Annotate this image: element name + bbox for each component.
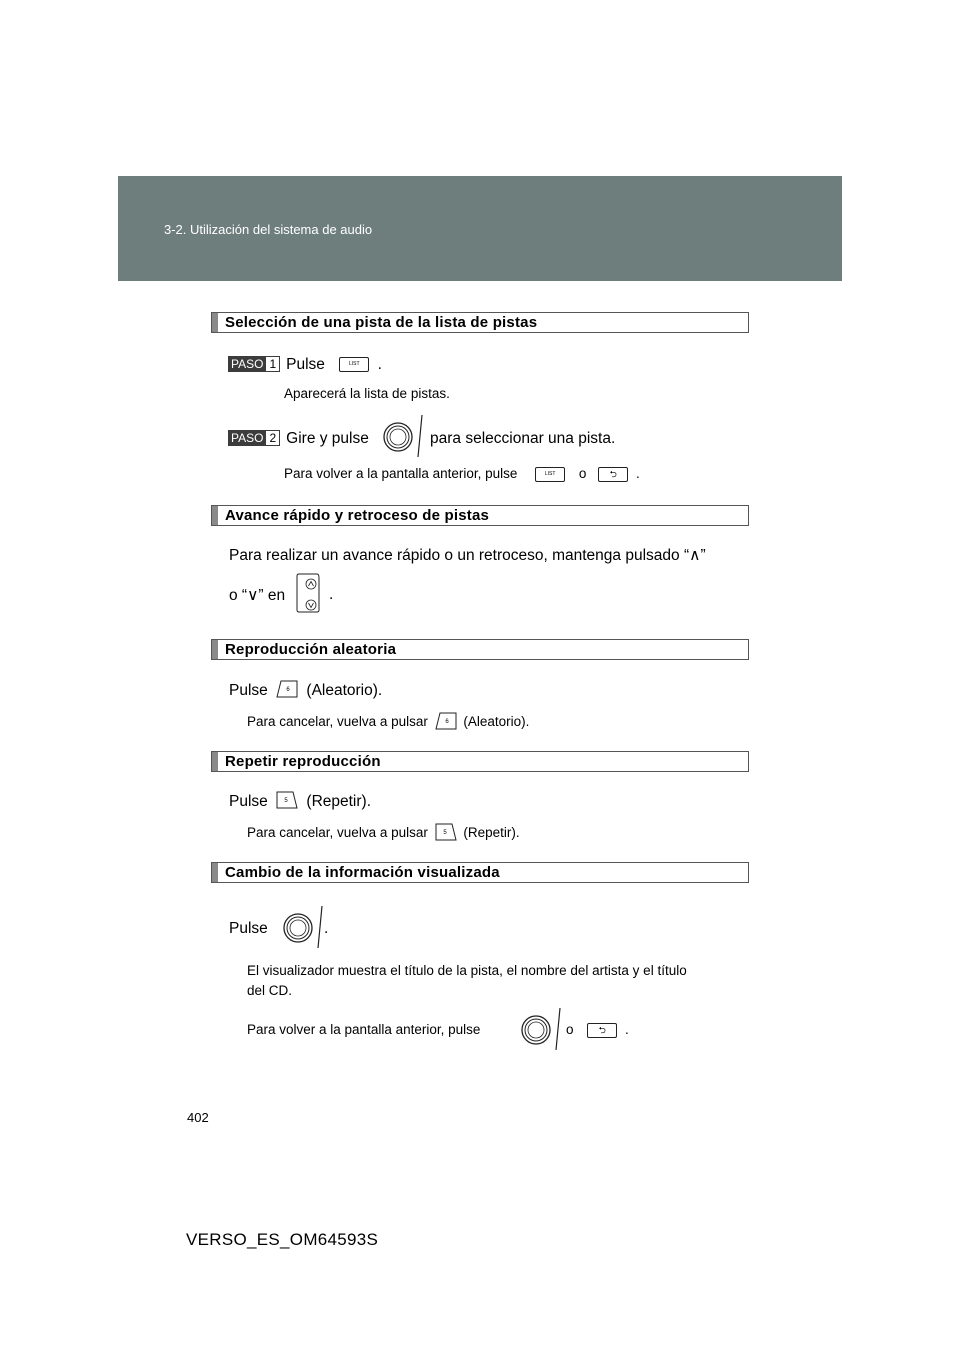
section-title-text: Avance rápido y retroceso de pistas — [225, 507, 490, 524]
section-title-fast-seek — [211, 505, 749, 526]
back-button-icon: ⮌ — [598, 467, 628, 482]
section-title-random — [211, 639, 749, 660]
step-badge: PASO 2 — [228, 430, 280, 446]
list-button-icon: LIST — [535, 467, 565, 482]
step-1-note: Aparecerá la lista de pistas. — [284, 386, 450, 401]
seek-line-2-end: . — [329, 586, 334, 603]
svg-text:5: 5 — [442, 830, 447, 836]
tune-knob-icon — [280, 904, 329, 950]
info-line-end: . — [324, 920, 329, 937]
step-2-note: Para volver a la pantalla anterior, pulse LIST o ⮌ . — [284, 466, 640, 481]
section-title-text: Repetir reproducción — [225, 753, 381, 770]
section-title-text: Cambio de la información visualizada — [225, 864, 500, 881]
preset-5-button-icon — [435, 823, 457, 841]
svg-text:5: 5 — [284, 798, 288, 804]
preset-6-button-icon — [435, 712, 457, 730]
section-breadcrumb: 3-2. Utilización del sistema de audio — [164, 222, 373, 237]
info-note-2: Para volver a la pantalla anterior, pulse — [247, 1022, 481, 1037]
section-title-info — [211, 862, 749, 883]
back-button-icon: ⮌ — [587, 1023, 617, 1038]
section-title-repeat — [211, 751, 749, 772]
info-line: Pulse — [229, 920, 268, 937]
info-note-2-tail: o ⮌ . — [566, 1022, 629, 1037]
seek-line-1: Para realizar un avance rápido o un retroceso, mantenga pulsado “∧” — [229, 547, 706, 564]
preset-6-button-icon — [276, 680, 298, 698]
step-1-line: PASO 1 Pulse LIST . — [228, 356, 382, 374]
tune-knob-icon — [380, 413, 426, 459]
seek-line-2: o “∨” en — [229, 587, 286, 604]
seek-up-down-button-icon — [296, 572, 322, 614]
step-badge: PASO 1 — [228, 356, 280, 372]
repeat-note: Para cancelar, vuelva a pulsar 5 (Repetir). — [247, 825, 520, 840]
header-band — [118, 176, 842, 281]
info-note-1-line-1: El visualizador muestra el título de la pista, el nombre del artista y el título — [247, 963, 687, 978]
list-button-icon: LIST — [339, 357, 369, 372]
section-title-text: Reproducción aleatoria — [225, 641, 397, 658]
section-title-track-list — [211, 312, 749, 333]
section-title-text: Selección de una pista de la lista de pistas — [225, 314, 538, 331]
step-2-line: PASO 2 Gire y pulse — [228, 430, 369, 448]
step-2-tail: para seleccionar una pista. — [430, 430, 616, 447]
random-line: Pulse 6 (Aleatorio). — [229, 682, 383, 699]
tune-knob-icon — [518, 1006, 564, 1052]
repeat-line: Pulse 5 (Repetir). — [229, 793, 372, 810]
preset-5-button-icon — [276, 791, 298, 809]
svg-text:6: 6 — [286, 687, 290, 693]
document-code: VERSO_ES_OM64593S — [186, 1230, 379, 1249]
info-note-1-line-2: del CD. — [247, 983, 293, 998]
random-note: Para cancelar, vuelva a pulsar 6 (Aleatorio). — [247, 714, 530, 729]
page-number: 402 — [187, 1110, 209, 1125]
svg-text:6: 6 — [444, 719, 449, 725]
